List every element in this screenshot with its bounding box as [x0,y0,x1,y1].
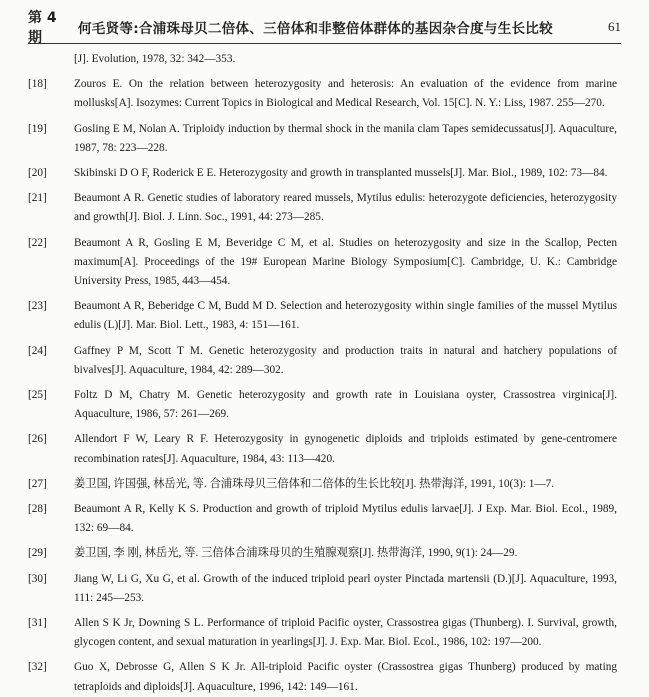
reference-item [28,234,617,292]
page-number: 61 [608,19,621,34]
running-title: 何毛贤等:合浦珠母贝二倍体、三倍体和非整倍体群体的基因杂合度与生长比较 [78,21,553,37]
reference-item [28,614,617,652]
reference-item [28,544,617,563]
reference-item [28,500,617,538]
reference-text: Gaffney P M, Scott T M. Genetic heterozygosity and production traits in natural and hatchery populations of bivalves[J]. Aquaculture, 1984, 42: 289—302. [74,344,617,376]
reference-number: [30] [28,572,47,585]
reference-text: 姜卫国, 李 刚, 林岳光, 等. 三倍体合浦珠母贝的生殖腺观察[J]. 热带海洋, 1990, 9(1): 24—29. [74,547,518,560]
reference-number: [32] [28,661,47,674]
reference-number: [27] [28,477,47,490]
reference-text: Skibinski D O F, Roderick E E. Heterozygosity and growth in transplanted mussels[J]. Mar. Biol., 1989, 102: 73—84. [74,167,608,180]
reference-number: [22] [28,236,47,249]
running-header [28,10,621,46]
reference-text: Beaumont A R. Genetic studies of laboratory reared mussels, Mytilus edulis: heterozygote deficiencies, heterozygosity and growth[J]. Biol. J. Linn. Soc., 1991, 44: 273—285. [74,192,617,224]
reference-continuation: [J]. Evolution, 1978, 32: 342—353. [74,53,236,65]
reference-text: Gosling E M, Nolan A. Triploidy induction by thermal shock in the manila clam Tapes semidecussatus[J]. Aquaculture, 1987, 78: 223—228. [74,122,617,154]
reference-text: Allen S K Jr, Downing S L. Performance of triploid Pacific oyster, Crassostrea gigas (Thunberg). I. Survival, growth, glycogen content, and sexual maturation in yearlings[J]. J. Exp. Mar. Biol. Ecol., 1986, 102: 197—200. [74,617,617,649]
reference-number: [23] [28,300,47,313]
issue-label: 第 4 期 [28,10,57,46]
reference-item [28,120,617,158]
reference-item [28,658,617,696]
reference-number: [29] [28,547,47,560]
reference-text: Beaumont A R, Gosling E M, Beveridge C M, et al. Studies on heterozygosity and size in the Scallop, Pecten maximum[A]. Proceedings of the 19# European Marine Biology Symposium[C]. Cambridge, U. K.: Cambridge University Press, 1985, 443—454. [74,236,617,288]
reference-number: [26] [28,433,47,446]
reference-item [28,386,617,424]
reference-number: [25] [28,389,47,402]
reference-list [28,50,617,697]
reference-text: Allendort F W, Leary R F. Heterozygosity in gynogenetic diploids and triploids estimated by gene-centromere recombination rates[J]. Aquaculture, 1984, 43: 113—420. [74,433,617,465]
reference-item [28,342,617,380]
reference-number: [19] [28,122,47,135]
reference-number: [21] [28,192,47,205]
reference-item [28,297,617,335]
reference-item [28,430,617,468]
reference-text: Beaumont A R, Beberidge C M, Budd M D. Selection and heterozygosity within single families of the mussel Mytilus edulis (L)[J]. Mar. Biol. Lett., 1983, 4: 151—161. [74,300,617,332]
reference-text: Jiang W, Li G, Xu G, et al. Growth of the induced triploid pearl oyster Pinctada martensii (D.)[J]. Aquaculture, 1993, 111: 245—253. [74,572,617,604]
reference-number: [28] [28,503,47,516]
reference-text: Guo X, Debrosse G, Allen S K Jr. All-triploid Pacific oyster (Crassostrea gigas Thunberg) produced by mating tetraploids and diploids[J]. Aquaculture, 1996, 142: 149—161. [74,661,617,693]
reference-text: Zouros E. On the relation between heterozygosity and heterosis: An evaluation of the evidence from marine mollusks[A]. Isozymes: Current Topics in Biological and Medical Research, Vol. 15[C]. N. Y.: Liss, 1987. 255—270. [74,78,617,110]
reference-item [28,164,617,183]
reference-text: Beaumont A R, Kelly K S. Production and growth of triploid Mytilus edulis larvae[J]. J Exp. Mar. Biol. Ecol., 1989, 132: 69—84. [74,503,617,535]
reference-number: [20] [28,167,47,180]
reference-text: 姜卫国, 许国强, 林岳光, 等. 合浦珠母贝三倍体和二倍体的生长比较[J]. 热带海洋, 1991, 10(3): 1—7. [74,477,555,490]
reference-item [28,189,617,227]
reference-text: Foltz D M, Chatry M. Genetic heterozygosity and growth rate in Louisiana oyster, Crassostrea virginica[J]. Aquaculture, 1986, 57: 261—269. [74,389,617,421]
reference-number: [24] [28,344,47,357]
header-rule [28,43,621,44]
reference-number: [18] [28,78,47,91]
reference-number: [31] [28,617,47,630]
reference-item [28,75,617,113]
reference-item [28,475,617,494]
reference-item [28,570,617,608]
